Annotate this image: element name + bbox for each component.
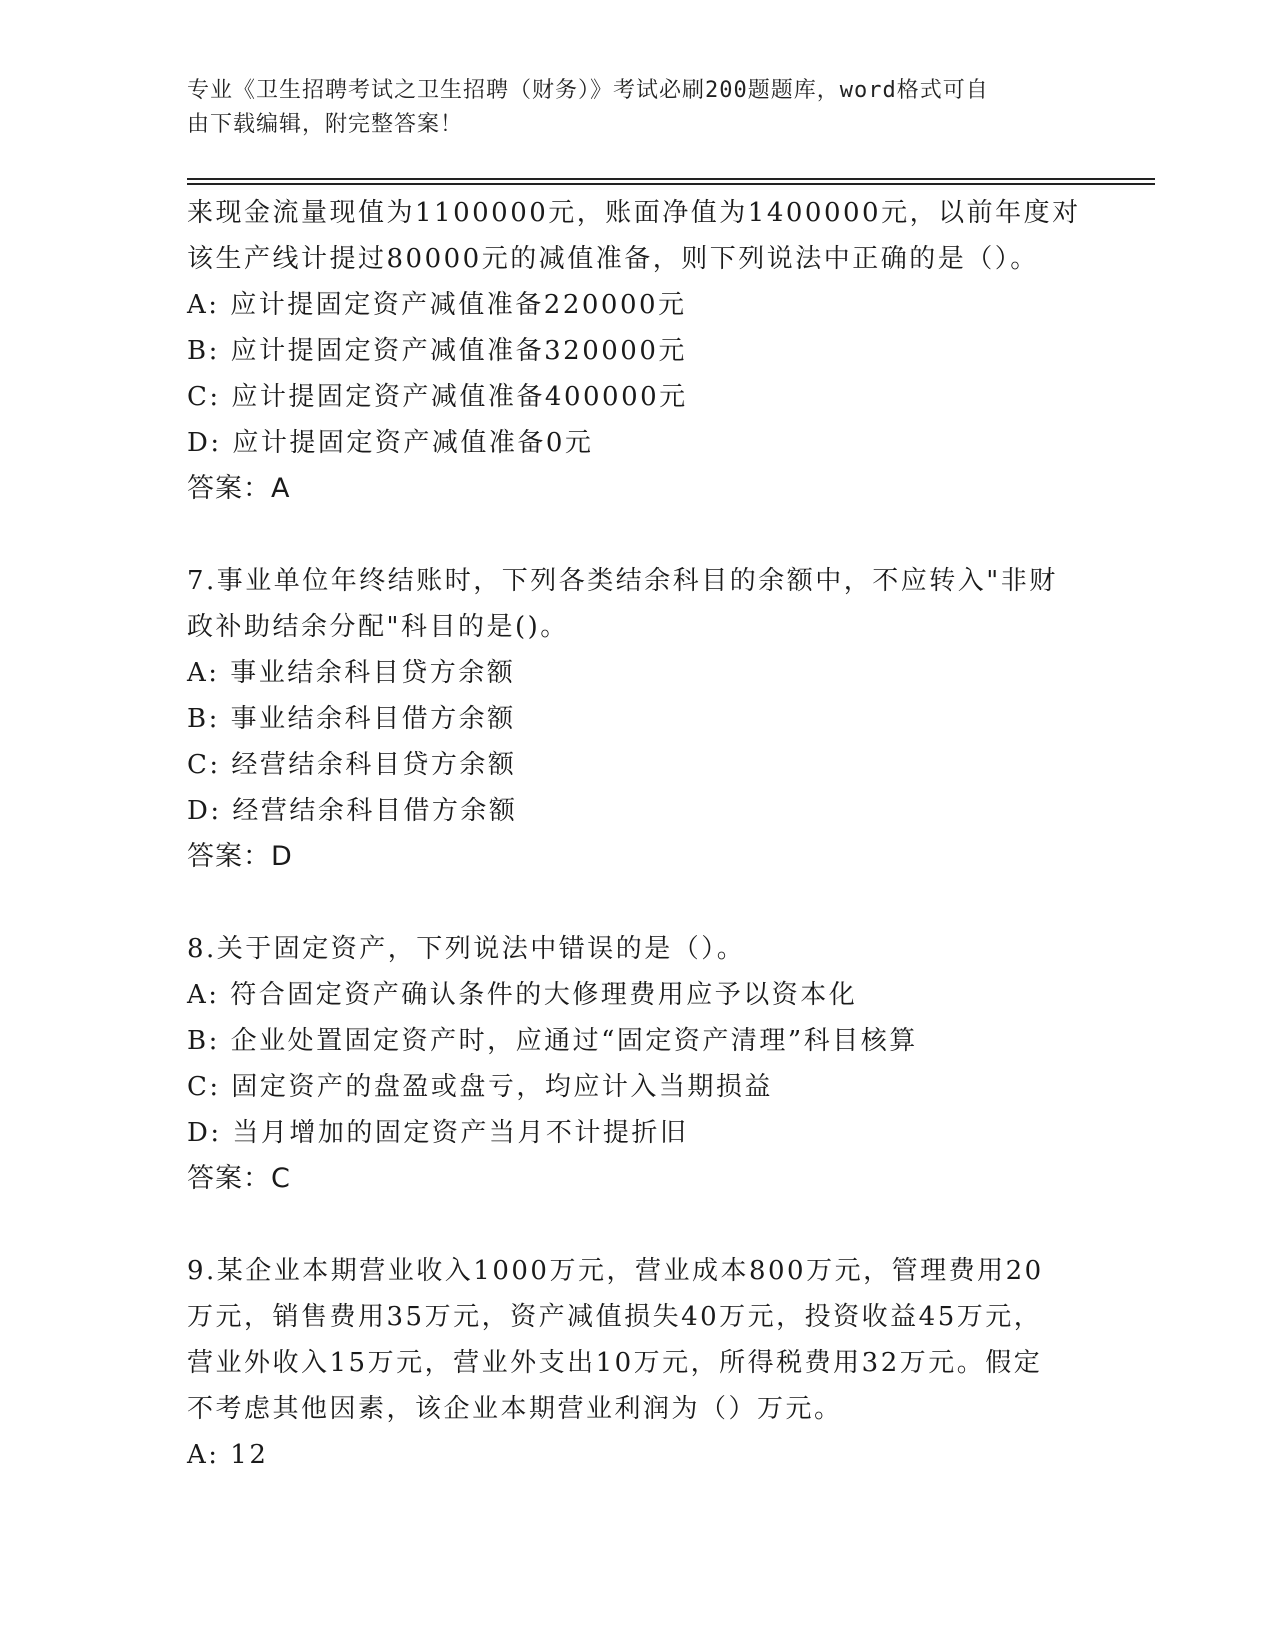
question-7-option-d: D: 经营结余科目借方余额 [187,796,518,826]
question-7 [187,558,1087,880]
question-7-answer: 答案：D [187,841,293,872]
question-9 [187,1248,1087,1478]
question-7-text-line-2: 政补助结余分配"科目的是()。 [187,612,569,642]
header-divider-bottom [187,183,1155,185]
header-line-2: 由下载编辑，附完整答案！ [187,112,464,137]
question-8 [187,926,1087,1202]
question-6-text-line-2: 该生产线计提过80000元的减值准备，则下列说法中正确的是（）。 [187,244,1039,274]
question-7-option-c: C: 经营结余科目贷方余额 [187,750,517,780]
question-6-option-d: D: 应计提固定资产减值准备0元 [187,428,594,458]
question-8-option-a: A: 符合固定资产确认条件的大修理费用应予以资本化 [187,980,858,1010]
question-9-text-line-2: 万元，销售费用35万元，资产减值损失40万元，投资收益45万元， [187,1302,1043,1332]
question-7-option-a: A: 事业结余科目贷方余额 [187,658,516,688]
question-8-option-b: B: 企业处置固定资产时，应通过“固定资产清理”科目核算 [187,1026,918,1056]
header-divider-top [187,178,1155,180]
document-body [187,190,1087,1478]
question-9-text-line-4: 不考虑其他因素，该企业本期营业利润为（）万元。 [187,1394,843,1424]
question-8-option-d: D: 当月增加的固定资产当月不计提折旧 [187,1118,689,1148]
question-7-option-b: B: 事业结余科目借方余额 [187,704,516,734]
document-header [187,74,1067,142]
question-6-option-b: B: 应计提固定资产减值准备320000元 [187,336,687,366]
header-line-1: 专业《卫生招聘考试之卫生招聘（财务）》考试必刷200题题库，word格式可自 [187,78,989,103]
question-6-option-c: C: 应计提固定资产减值准备400000元 [187,382,688,412]
question-spacer [187,512,1087,558]
question-6-answer: 答案：A [187,473,291,504]
question-9-text-line-1: 9.某企业本期营业收入1000万元，营业成本800万元，管理费用20 [187,1256,1044,1286]
question-9-option-a: A: 12 [187,1440,269,1470]
question-6 [187,190,1087,512]
question-8-option-c: C: 固定资产的盘盈或盘亏，均应计入当期损益 [187,1072,773,1102]
question-6-text-line-1: 来现金流量现值为1100000元，账面净值为1400000元，以前年度对 [187,198,1081,228]
question-8-answer: 答案：C [187,1163,291,1194]
question-spacer [187,880,1087,926]
question-8-text-line-1: 8.关于固定资产，下列说法中错误的是（）。 [187,934,746,964]
question-7-text-line-1: 7.事业单位年终结账时，下列各类结余科目的余额中，不应转入"非财 [187,566,1058,596]
question-9-text-line-3: 营业外收入15万元，营业外支出10万元，所得税费用32万元。假定 [187,1348,1043,1378]
question-spacer [187,1202,1087,1248]
question-6-option-a: A: 应计提固定资产减值准备220000元 [187,290,687,320]
